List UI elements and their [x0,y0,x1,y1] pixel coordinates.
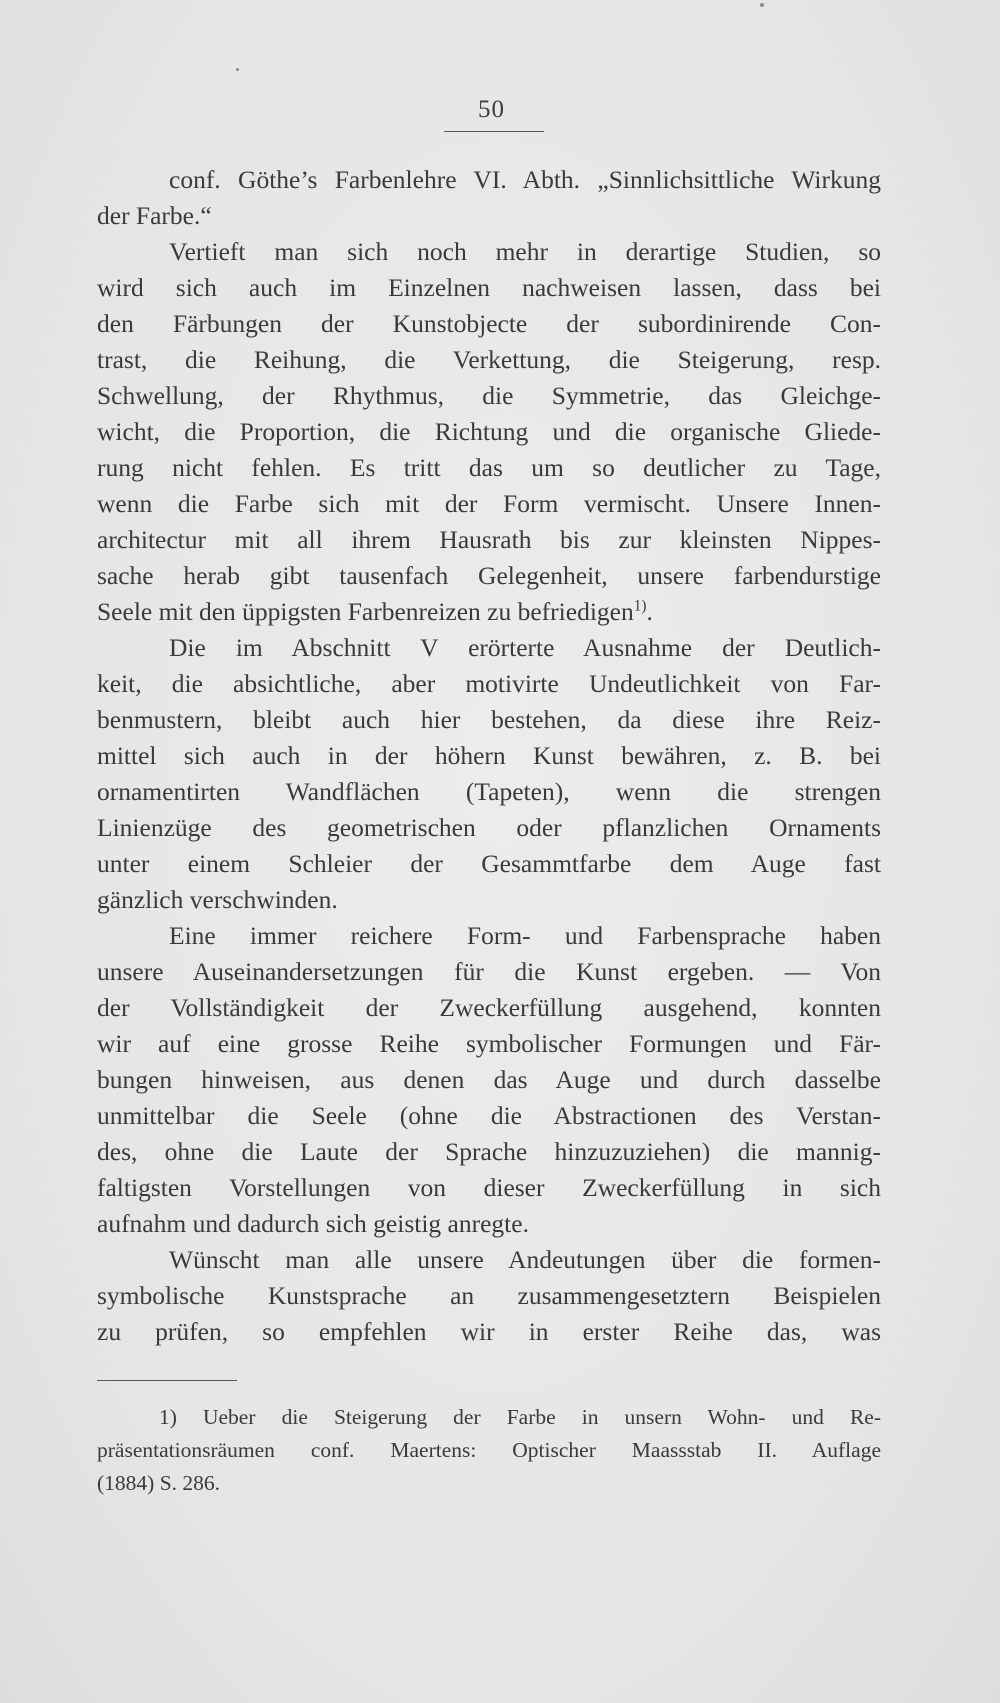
text-line-content: wir auf eine grosse Reihe symbolischer Formungen und Fär- [97,1029,881,1058]
text-line [97,270,881,306]
text-line [97,234,881,270]
text-line [97,162,881,198]
text-line [97,1314,881,1350]
text-line-content: aufnahm und dadurch sich geistig anregte. [97,1209,529,1238]
text-line [97,378,881,414]
text-line-content: ornamentirten Wandflächen (Tapeten), wenn die strengen [97,777,881,806]
footnotes [97,1401,881,1500]
text-line [97,486,881,522]
text-line-content: Seele mit den üppigsten Farbenreizen zu befriedigen [97,597,634,626]
footnote-reference[interactable]: 1) [633,597,647,615]
text-line [97,630,881,666]
text-line-content: benmustern, bleibt auch hier bestehen, da diese ihre Reiz- [97,705,881,734]
text-line-content: keit, die absichtliche, aber motivirte Undeutlichkeit von Far- [97,669,881,698]
footnote-line-content: präsentationsräumen conf. Maertens: Optischer Maassstab II. Auflage [97,1438,881,1462]
text-line [97,738,881,774]
text-line-content: der Farbe.“ [97,201,212,230]
text-line [97,846,881,882]
text-line [97,810,881,846]
text-line-content: unter einem Schleier der Gesammtfarbe dem Auge fast [97,849,881,878]
text-line [97,1206,881,1242]
text-line-content: symbolische Kunstsprache an zusammengesetztern Beispielen [97,1281,881,1310]
text-line [97,990,881,1026]
text-line-content: gänzlich verschwinden. [97,885,338,914]
footnote-line-content: (1884) S. 286. [97,1471,221,1495]
page-number-rule [444,131,544,132]
text-line-content: Schwellung, der Rhythmus, die Symmetrie, das Gleichge- [97,381,881,410]
text-line [97,450,881,486]
text-line [97,414,881,450]
text-line-content: sache herab gibt tausenfach Gelegenheit, unsere farbendurstige [97,561,881,590]
text-line-content: architectur mit all ihrem Hausrath bis zur kleinsten Nippes- [97,525,881,554]
text-line-content: wenn die Farbe sich mit der Form vermischt. Unsere Innen- [97,489,881,518]
page-number: 50 [478,96,505,123]
text-line-content: Wünscht man alle unsere Andeutungen über die formen- [169,1245,881,1274]
text-line [97,918,881,954]
text-line [97,1278,881,1314]
text-line [97,702,881,738]
footnote-line-content: 1) Ueber die Steigerung der Farbe in unsern Wohn- und Re- [159,1405,881,1429]
text-line [97,666,881,702]
text-line-content: Vertieft man sich noch mehr in derartige Studien, so [169,237,881,266]
trailing-punctuation: . [646,597,653,626]
text-line [97,882,881,918]
text-line [97,558,881,594]
text-line-content: trast, die Reihung, die Verkettung, die Steigerung, resp. [97,345,881,374]
text-line [97,774,881,810]
text-line-content: wicht, die Proportion, die Richtung und die organische Gliede- [97,417,881,446]
text-line-content: conf. Göthe’s Farbenlehre VI. Abth. „Sinnlichsittliche Wirkung [169,165,881,194]
text-line-content: den Färbungen der Kunstobjecte der subordinirende Con- [97,309,881,338]
text-line [97,1170,881,1206]
text-line [97,1134,881,1170]
text-line-content: unsere Auseinandersetzungen für die Kunst ergeben. — Von [97,957,881,986]
text-line [97,1098,881,1134]
text-line [97,1062,881,1098]
body-text [97,162,881,1350]
text-line [97,306,881,342]
footnote-rule [97,1380,237,1381]
text-line-content: des, ohne die Laute der Sprache hinzuzuziehen) die mannig- [97,1137,881,1166]
text-line [97,198,881,234]
text-line-content: Eine immer reichere Form- und Farbensprache haben [169,921,881,950]
ink-speck [236,68,239,71]
text-line-content: rung nicht fehlen. Es tritt das um so deutlicher zu Tage, [97,453,881,482]
text-line-content: der Vollständigkeit der Zweckerfüllung ausgehend, konnten [97,993,881,1022]
footnote-line [97,1467,881,1500]
text-line [97,1026,881,1062]
text-line [97,954,881,990]
text-line-content: wird sich auch im Einzelnen nachweisen lassen, dass bei [97,273,881,302]
text-line-content: Linienzüge des geometrischen oder pflanzlichen Ornaments [97,813,881,842]
text-line [97,1242,881,1278]
footnote-line [97,1401,881,1434]
text-line-content: faltigsten Vorstellungen von dieser Zweckerfüllung in sich [97,1173,881,1202]
text-line-content: mittel sich auch in der höhern Kunst bewähren, z. B. bei [97,741,881,770]
text-line-content: bungen hinweisen, aus denen das Auge und durch dasselbe [97,1065,881,1094]
text-line-content: unmittelbar die Seele (ohne die Abstractionen des Verstan- [97,1101,881,1130]
text-line-content: Die im Abschnitt V erörterte Ausnahme der Deutlich- [169,633,881,662]
ink-speck [760,3,764,7]
text-line [97,594,881,630]
text-line [97,342,881,378]
text-line [97,522,881,558]
text-line-content: zu prüfen, so empfehlen wir in erster Reihe das, was [97,1317,881,1346]
footnote-line [97,1434,881,1467]
